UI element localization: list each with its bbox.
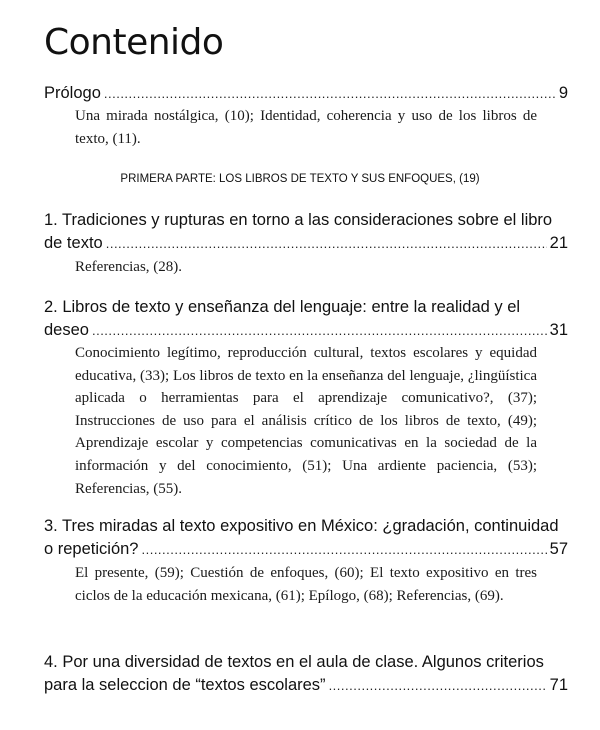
part-heading: PRIMERA PARTE: LOS LIBROS DE TEXTO Y SUS ENFOQUES, (19)	[120, 173, 480, 185]
toc-entry-prologo[interactable]	[44, 82, 568, 105]
page-number: 31	[549, 321, 568, 339]
chapter-1-subsections: Referencias, (28).	[75, 259, 183, 275]
entry-title: Prólogo	[44, 84, 101, 102]
page-number: 9	[558, 84, 568, 102]
entry-title-line-2: o repetición?	[44, 540, 139, 558]
chapter-3-subsections: El presente, (59); Cuestión de enfoques, (60); El texto expositivo en tres ciclos de la educación mexicana, (61); Epílogo, (68); Referencias, (69).	[75, 565, 537, 604]
toc-entry-chapter-1[interactable]	[44, 209, 568, 255]
entry-title-line-1: 2. Libros de texto y enseñanza del lenguaje: entre la realidad y el	[44, 298, 521, 316]
leader-dots	[329, 674, 547, 697]
chapter-2-subsections: Conocimiento legítimo, reproducción cultural, textos escolares y equidad educativa, (33); Los libros de texto en la enseñanza del lenguaje, ¿lingüística aplicada o herramientas para el aprendizaje comunicativo?, (37); Instrucciones de uso para el análisis crítico de los libros de texto, (49); Aprendizaje escolar y competencias comunicativas en la sociedad de la información y del conocimiento, (51); Una ardiente paciencia, (53); Referencias, (55).	[75, 345, 537, 497]
prologo-subsections: Una mirada nostálgica, (10); Identidad, coherencia y uso de los libros de texto, (11).	[75, 108, 537, 147]
entry-title-line-1: 1. Tradiciones y rupturas en torno a las consideraciones sobre el libro	[44, 211, 553, 229]
leader-dots	[106, 232, 547, 255]
leader-dots	[104, 82, 556, 105]
leader-dots	[92, 319, 547, 342]
page-title: Contenido	[44, 22, 224, 63]
page-number: 57	[549, 540, 568, 558]
page-number: 71	[549, 676, 568, 694]
leader-dots	[141, 538, 546, 561]
entry-title-line-1: 3. Tres miradas al texto expositivo en México: ¿gradación, continuidad	[44, 517, 559, 535]
entry-title-line-2: para la seleccion de “textos escolares”	[44, 676, 326, 694]
toc-entry-chapter-2[interactable]	[44, 296, 568, 342]
entry-title-line-2: de texto	[44, 234, 103, 252]
entry-title-line-1: 4. Por una diversidad de textos en el aula de clase. Algunos criterios	[44, 653, 544, 671]
toc-entry-chapter-3[interactable]	[44, 515, 568, 561]
page-number: 21	[549, 234, 568, 252]
toc-entry-chapter-4[interactable]	[44, 651, 568, 697]
entry-title-line-2: deseo	[44, 321, 89, 339]
